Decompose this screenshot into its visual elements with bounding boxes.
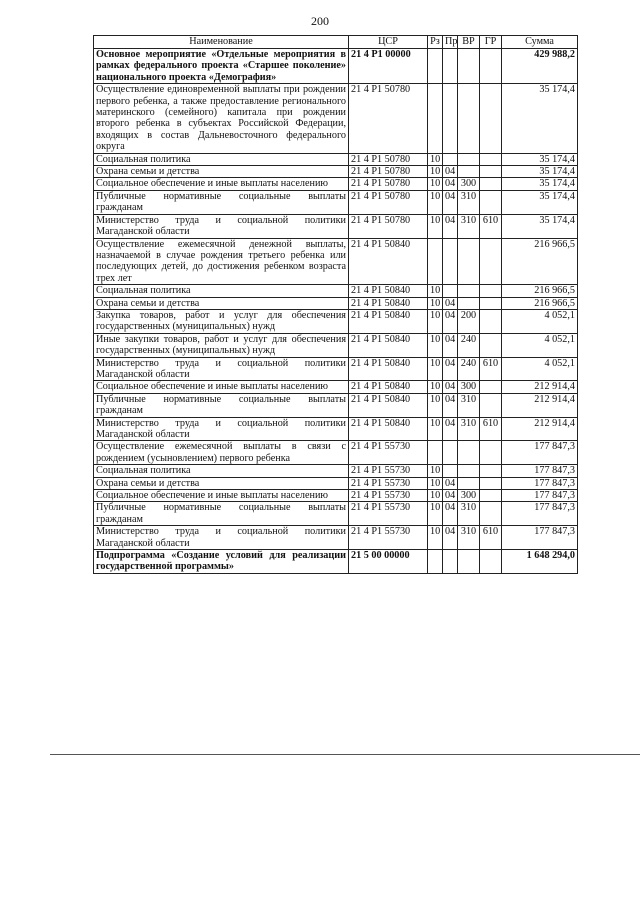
page-number: 200 bbox=[311, 14, 329, 28]
table-row bbox=[94, 417, 578, 441]
cell-rz: 10 bbox=[428, 417, 443, 441]
cell-name: Осуществление ежемесячной денежной выплаты, назначаемой в случае рождения третьего ребенка или последующих детей, до достижения ребенком возраста трех лет bbox=[94, 238, 349, 285]
table-row bbox=[94, 526, 578, 550]
cell-rz: 10 bbox=[428, 178, 443, 190]
cell-sum: 35 174,4 bbox=[502, 178, 578, 190]
cell-csr: 21 4 P1 50840 bbox=[349, 309, 428, 333]
cell-rz bbox=[428, 84, 443, 153]
cell-csr: 21 4 P1 50840 bbox=[349, 297, 428, 309]
cell-gr bbox=[480, 178, 502, 190]
cell-gr bbox=[480, 153, 502, 165]
cell-gr bbox=[480, 166, 502, 178]
cell-vr bbox=[458, 550, 480, 574]
cell-gr: 610 bbox=[480, 214, 502, 238]
header-pr: Пр bbox=[443, 36, 458, 49]
table-header-row bbox=[94, 36, 578, 49]
cell-rz bbox=[428, 550, 443, 574]
cell-name: Публичные нормативные социальные выплаты гражданам bbox=[94, 393, 349, 417]
cell-name: Министерство труда и социальной политики Магаданской области bbox=[94, 214, 349, 238]
budget-table bbox=[93, 35, 578, 574]
cell-rz: 10 bbox=[428, 477, 443, 489]
cell-vr bbox=[458, 285, 480, 297]
table-row bbox=[94, 49, 578, 84]
cell-gr: 610 bbox=[480, 417, 502, 441]
cell-name: Основное мероприятие «Отдельные мероприятия в рамках федерального проекта «Старшее поколение» национального проекта «Демография» bbox=[94, 49, 349, 84]
cell-gr bbox=[480, 84, 502, 153]
cell-rz: 10 bbox=[428, 309, 443, 333]
cell-pr: 04 bbox=[443, 477, 458, 489]
cell-csr: 21 4 P1 55730 bbox=[349, 441, 428, 465]
cell-pr: 04 bbox=[443, 381, 458, 393]
cell-csr: 21 4 P1 50840 bbox=[349, 381, 428, 393]
cell-pr: 04 bbox=[443, 417, 458, 441]
table-row bbox=[94, 190, 578, 214]
cell-csr: 21 5 00 00000 bbox=[349, 550, 428, 574]
cell-vr bbox=[458, 477, 480, 489]
cell-csr: 21 4 P1 50840 bbox=[349, 238, 428, 285]
cell-vr: 310 bbox=[458, 417, 480, 441]
cell-sum: 177 847,3 bbox=[502, 477, 578, 489]
cell-sum: 4 052,1 bbox=[502, 309, 578, 333]
cell-sum: 177 847,3 bbox=[502, 441, 578, 465]
cell-gr bbox=[480, 465, 502, 477]
cell-vr: 300 bbox=[458, 381, 480, 393]
cell-vr: 310 bbox=[458, 526, 480, 550]
cell-rz: 10 bbox=[428, 357, 443, 381]
cell-gr: 610 bbox=[480, 357, 502, 381]
cell-pr: 04 bbox=[443, 333, 458, 357]
cell-csr: 21 4 P1 55730 bbox=[349, 526, 428, 550]
cell-name: Социальное обеспечение и иные выплаты населению bbox=[94, 490, 349, 502]
table-row bbox=[94, 178, 578, 190]
cell-sum: 429 988,2 bbox=[502, 49, 578, 84]
cell-name: Министерство труда и социальной политики Магаданской области bbox=[94, 526, 349, 550]
table-row bbox=[94, 465, 578, 477]
cell-pr: 04 bbox=[443, 309, 458, 333]
cell-gr: 610 bbox=[480, 526, 502, 550]
cell-pr: 04 bbox=[443, 178, 458, 190]
cell-pr bbox=[443, 550, 458, 574]
cell-rz bbox=[428, 49, 443, 84]
cell-sum: 35 174,4 bbox=[502, 214, 578, 238]
cell-rz: 10 bbox=[428, 333, 443, 357]
cell-sum: 35 174,4 bbox=[502, 153, 578, 165]
cell-name: Закупка товаров, работ и услуг для обеспечения государственных (муниципальных) нужд bbox=[94, 309, 349, 333]
header-vr: ВР bbox=[458, 36, 480, 49]
table-row bbox=[94, 214, 578, 238]
cell-pr: 04 bbox=[443, 357, 458, 381]
cell-gr bbox=[480, 550, 502, 574]
header-sum: Сумма bbox=[502, 36, 578, 49]
header-name: Наименование bbox=[94, 36, 349, 49]
cell-sum: 212 914,4 bbox=[502, 417, 578, 441]
cell-csr: 21 4 P1 00000 bbox=[349, 49, 428, 84]
table-row bbox=[94, 84, 578, 153]
cell-gr bbox=[480, 309, 502, 333]
cell-pr bbox=[443, 238, 458, 285]
cell-pr bbox=[443, 84, 458, 153]
cell-csr: 21 4 P1 50840 bbox=[349, 393, 428, 417]
cell-gr bbox=[480, 441, 502, 465]
cell-pr: 04 bbox=[443, 502, 458, 526]
cell-csr: 21 4 P1 50840 bbox=[349, 285, 428, 297]
cell-rz: 10 bbox=[428, 214, 443, 238]
cell-gr bbox=[480, 333, 502, 357]
cell-name: Публичные нормативные социальные выплаты гражданам bbox=[94, 502, 349, 526]
cell-name: Министерство труда и социальной политики Магаданской области bbox=[94, 357, 349, 381]
table-row bbox=[94, 393, 578, 417]
cell-name: Социальное обеспечение и иные выплаты населению bbox=[94, 381, 349, 393]
table-row bbox=[94, 309, 578, 333]
cell-vr bbox=[458, 297, 480, 309]
cell-pr bbox=[443, 153, 458, 165]
cell-sum: 216 966,5 bbox=[502, 238, 578, 285]
cell-gr bbox=[480, 490, 502, 502]
cell-name: Осуществление ежемесячной выплаты в связи с рождением (усыновлением) первого ребенка bbox=[94, 441, 349, 465]
cell-gr bbox=[480, 297, 502, 309]
cell-sum: 177 847,3 bbox=[502, 526, 578, 550]
page-divider bbox=[50, 754, 640, 755]
cell-rz: 10 bbox=[428, 502, 443, 526]
cell-csr: 21 4 P1 50780 bbox=[349, 190, 428, 214]
table-row bbox=[94, 502, 578, 526]
cell-vr bbox=[458, 153, 480, 165]
cell-rz: 10 bbox=[428, 153, 443, 165]
cell-sum: 35 174,4 bbox=[502, 84, 578, 153]
table-row bbox=[94, 477, 578, 489]
cell-rz: 10 bbox=[428, 381, 443, 393]
table-row bbox=[94, 490, 578, 502]
cell-vr bbox=[458, 49, 480, 84]
cell-vr bbox=[458, 441, 480, 465]
cell-rz: 10 bbox=[428, 393, 443, 417]
cell-csr: 21 4 P1 50780 bbox=[349, 214, 428, 238]
cell-name: Охрана семьи и детства bbox=[94, 477, 349, 489]
table-row bbox=[94, 238, 578, 285]
cell-pr bbox=[443, 49, 458, 84]
table-row bbox=[94, 550, 578, 574]
header-gr: ГР bbox=[480, 36, 502, 49]
cell-rz: 10 bbox=[428, 465, 443, 477]
table-row bbox=[94, 285, 578, 297]
cell-name: Осуществление единовременной выплаты при рождении первого ребенка, а также предоставление регионального материнского (семейного) капитала при рождении второго ребенка в субъектах Российской Федерации, входящих в состав Дальневосточного федерального округа bbox=[94, 84, 349, 153]
cell-rz: 10 bbox=[428, 285, 443, 297]
cell-vr bbox=[458, 465, 480, 477]
cell-pr: 04 bbox=[443, 190, 458, 214]
cell-pr: 04 bbox=[443, 297, 458, 309]
cell-name: Социальная политика bbox=[94, 285, 349, 297]
cell-name: Подпрограмма «Создание условий для реализации государственной программы» bbox=[94, 550, 349, 574]
cell-csr: 21 4 P1 55730 bbox=[349, 490, 428, 502]
cell-sum: 216 966,5 bbox=[502, 297, 578, 309]
cell-vr: 300 bbox=[458, 490, 480, 502]
cell-name: Охрана семьи и детства bbox=[94, 166, 349, 178]
cell-sum: 35 174,4 bbox=[502, 190, 578, 214]
cell-name: Охрана семьи и детства bbox=[94, 297, 349, 309]
cell-sum: 35 174,4 bbox=[502, 166, 578, 178]
cell-csr: 21 4 P1 50840 bbox=[349, 333, 428, 357]
cell-name: Социальная политика bbox=[94, 153, 349, 165]
cell-pr bbox=[443, 465, 458, 477]
cell-vr: 310 bbox=[458, 393, 480, 417]
cell-rz: 10 bbox=[428, 166, 443, 178]
cell-pr: 04 bbox=[443, 526, 458, 550]
cell-name: Социальное обеспечение и иные выплаты населению bbox=[94, 178, 349, 190]
table-row bbox=[94, 441, 578, 465]
cell-gr bbox=[480, 190, 502, 214]
cell-gr bbox=[480, 238, 502, 285]
cell-vr: 310 bbox=[458, 214, 480, 238]
cell-csr: 21 4 P1 55730 bbox=[349, 465, 428, 477]
header-csr: ЦСР bbox=[349, 36, 428, 49]
cell-csr: 21 4 P1 50780 bbox=[349, 178, 428, 190]
cell-vr: 240 bbox=[458, 357, 480, 381]
cell-gr bbox=[480, 381, 502, 393]
cell-csr: 21 4 P1 50780 bbox=[349, 166, 428, 178]
cell-pr: 04 bbox=[443, 490, 458, 502]
cell-csr: 21 4 P1 55730 bbox=[349, 502, 428, 526]
cell-gr bbox=[480, 477, 502, 489]
cell-sum: 1 648 294,0 bbox=[502, 550, 578, 574]
cell-vr: 310 bbox=[458, 502, 480, 526]
cell-vr bbox=[458, 238, 480, 285]
cell-name: Социальная политика bbox=[94, 465, 349, 477]
cell-sum: 216 966,5 bbox=[502, 285, 578, 297]
cell-pr: 04 bbox=[443, 166, 458, 178]
cell-csr: 21 4 P1 50840 bbox=[349, 357, 428, 381]
cell-vr: 310 bbox=[458, 190, 480, 214]
cell-name: Иные закупки товаров, работ и услуг для обеспечения государственных (муниципальных) нужд bbox=[94, 333, 349, 357]
cell-pr: 04 bbox=[443, 214, 458, 238]
cell-sum: 177 847,3 bbox=[502, 490, 578, 502]
cell-sum: 212 914,4 bbox=[502, 393, 578, 417]
cell-pr bbox=[443, 285, 458, 297]
cell-rz: 10 bbox=[428, 297, 443, 309]
cell-name: Министерство труда и социальной политики Магаданской области bbox=[94, 417, 349, 441]
cell-vr: 200 bbox=[458, 309, 480, 333]
cell-sum: 177 847,3 bbox=[502, 465, 578, 477]
cell-rz bbox=[428, 441, 443, 465]
cell-pr bbox=[443, 441, 458, 465]
cell-csr: 21 4 P1 50840 bbox=[349, 417, 428, 441]
cell-csr: 21 4 P1 55730 bbox=[349, 477, 428, 489]
table-row bbox=[94, 357, 578, 381]
cell-gr bbox=[480, 285, 502, 297]
cell-csr: 21 4 P1 50780 bbox=[349, 84, 428, 153]
cell-gr bbox=[480, 502, 502, 526]
cell-sum: 4 052,1 bbox=[502, 333, 578, 357]
cell-vr: 300 bbox=[458, 178, 480, 190]
cell-vr bbox=[458, 166, 480, 178]
cell-name: Публичные нормативные социальные выплаты гражданам bbox=[94, 190, 349, 214]
cell-sum: 212 914,4 bbox=[502, 381, 578, 393]
cell-rz bbox=[428, 238, 443, 285]
cell-rz: 10 bbox=[428, 526, 443, 550]
table-row bbox=[94, 333, 578, 357]
cell-sum: 4 052,1 bbox=[502, 357, 578, 381]
cell-csr: 21 4 P1 50780 bbox=[349, 153, 428, 165]
cell-gr bbox=[480, 49, 502, 84]
cell-rz: 10 bbox=[428, 490, 443, 502]
cell-pr: 04 bbox=[443, 393, 458, 417]
cell-gr bbox=[480, 393, 502, 417]
cell-sum: 177 847,3 bbox=[502, 502, 578, 526]
cell-vr bbox=[458, 84, 480, 153]
table-row bbox=[94, 153, 578, 165]
table-row bbox=[94, 381, 578, 393]
table-row bbox=[94, 166, 578, 178]
table-row bbox=[94, 297, 578, 309]
cell-vr: 240 bbox=[458, 333, 480, 357]
header-rz: Рз bbox=[428, 36, 443, 49]
cell-rz: 10 bbox=[428, 190, 443, 214]
